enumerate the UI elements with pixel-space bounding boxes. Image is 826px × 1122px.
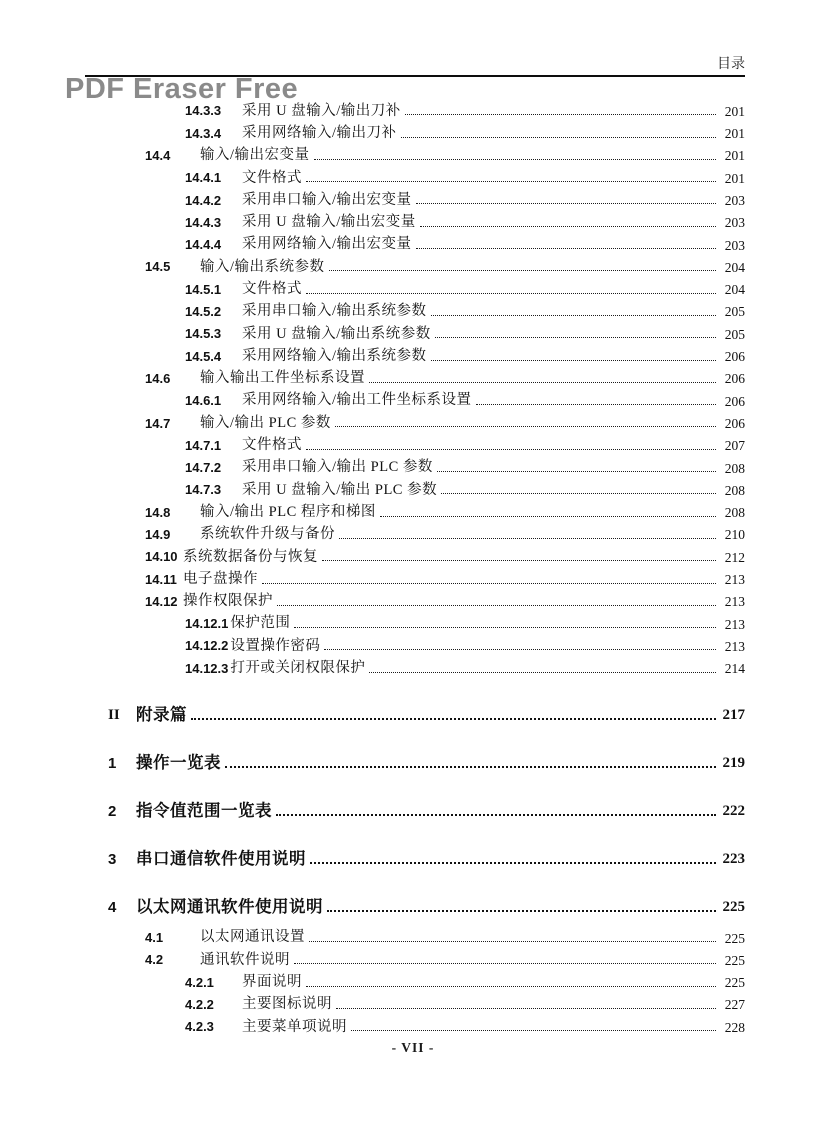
- toc-entry-14-5-4[interactable]: [85, 342, 745, 364]
- toc-entry-14-7[interactable]: [85, 409, 745, 431]
- toc-entry-title: 输入输出工件坐标系设置: [200, 370, 365, 387]
- toc-entry-number: 4.2.1: [185, 974, 214, 990]
- toc-entry-number: 2: [108, 803, 117, 821]
- dot-leader: [324, 649, 716, 650]
- toc-entry-number: 14.12.1: [185, 616, 229, 632]
- dot-leader: [262, 583, 716, 584]
- toc-entry-number: 14.12.2: [185, 638, 229, 654]
- toc-entry-page: 208: [724, 505, 745, 521]
- toc-entry-14-12-3[interactable]: [85, 654, 745, 676]
- toc-entry-4-1[interactable]: [85, 924, 745, 946]
- toc-entry-page: 213: [724, 616, 745, 632]
- toc-entry-14-6-1[interactable]: [85, 387, 745, 409]
- dot-leader: [306, 293, 716, 294]
- dot-leader: [437, 471, 716, 472]
- toc-entry-number: 1: [108, 755, 117, 773]
- toc-entry-4-2-1[interactable]: [85, 968, 745, 990]
- toc-entry-number: 4.1: [145, 930, 164, 946]
- toc-entry-title: 系统软件升级与备份: [200, 526, 335, 543]
- toc-entry-page: 203: [724, 215, 745, 231]
- toc-entry-title: 指令值范围一览表: [136, 800, 272, 820]
- toc-entry-page: 201: [724, 126, 745, 142]
- toc-entry-number: 14.7.3: [185, 482, 222, 498]
- toc-entry-title: 采用 U 盘输入/输出 PLC 参数: [242, 481, 438, 498]
- toc-entry-title: 采用串口输入/输出 PLC 参数: [242, 459, 433, 476]
- toc-entry-14-4-2[interactable]: [85, 186, 745, 208]
- dot-leader: [351, 1030, 716, 1031]
- toc-entry-title: 文件格式: [242, 281, 302, 297]
- dot-leader: [339, 538, 716, 539]
- dot-leader: [309, 941, 716, 942]
- toc-entry-number: 14.3.3: [185, 103, 222, 119]
- dot-leader: [420, 226, 716, 227]
- toc-entry-14-7-3[interactable]: [85, 476, 745, 498]
- dot-leader: [336, 1008, 716, 1009]
- dot-leader: [306, 986, 716, 987]
- toc-entry-14-6[interactable]: [85, 365, 745, 387]
- toc-entry-14-11[interactable]: [85, 565, 745, 587]
- toc-entry-14-7-2[interactable]: [85, 454, 745, 476]
- toc-entry-number: 14.6: [145, 370, 171, 386]
- toc-entry-page: 205: [724, 326, 745, 342]
- toc-entry-title: 输入/输出 PLC 程序和梯图: [200, 503, 376, 520]
- toc-entry-title: 通讯软件说明: [200, 951, 290, 968]
- toc-entry-title: 采用网络输入/输出宏变量: [242, 236, 412, 253]
- toc-entry-number: 4.2.3: [185, 1019, 214, 1035]
- page-header-title: 目录: [717, 57, 745, 72]
- toc-entry-14-5-3[interactable]: [85, 320, 745, 342]
- toc-entry-page: 204: [724, 282, 745, 298]
- toc-entry-page: 201: [724, 148, 745, 164]
- pdf-eraser-watermark: PDF Eraser Free: [65, 73, 299, 105]
- toc-entry-number: 14.12.3: [185, 660, 229, 676]
- toc-entry-number: 14.11: [145, 571, 177, 587]
- toc-entry-number: 14.4.1: [185, 170, 222, 186]
- dot-leader: [335, 426, 716, 427]
- toc-entry-title: 电子盘操作: [183, 570, 258, 587]
- toc-entry-14-4[interactable]: [85, 142, 745, 164]
- toc-entry-number: 14.5.3: [185, 326, 222, 342]
- dot-leader: [294, 627, 716, 628]
- toc-entry-number: 3: [108, 851, 117, 869]
- toc-entry-number: 14.7: [145, 415, 171, 431]
- toc-entry-page: 206: [724, 349, 745, 365]
- toc-entry-page: 225: [724, 952, 745, 968]
- toc-entry-14-4-1[interactable]: [85, 164, 745, 186]
- dot-leader: [294, 963, 716, 964]
- toc-entry-page: 213: [724, 638, 745, 654]
- toc-entry-page: 219: [722, 755, 745, 772]
- toc-entry-number: 14.5.1: [185, 281, 222, 297]
- toc-entry-number: 4.2: [145, 952, 164, 968]
- toc-entry-number: 4: [108, 899, 117, 917]
- dot-leader: [405, 114, 716, 115]
- dot-leader: [310, 862, 716, 864]
- toc-entry-4-2-2[interactable]: [85, 991, 745, 1013]
- toc-entry-2[interactable]: [85, 795, 745, 821]
- toc-entry-title: 文件格式: [242, 437, 302, 454]
- toc-entry-title: 以太网通讯软件使用说明: [136, 896, 323, 916]
- toc-entry-page: 214: [724, 661, 745, 677]
- toc-entry-14-5[interactable]: [85, 253, 745, 275]
- toc-entry-14-3-3[interactable]: [85, 97, 745, 119]
- toc-entry-14-8[interactable]: [85, 498, 745, 520]
- dot-leader: [476, 404, 716, 405]
- dot-leader: [327, 910, 716, 912]
- toc-entry-number: 14.4.4: [185, 237, 222, 253]
- toc-entry-page: 203: [724, 192, 745, 208]
- toc-entry-II[interactable]: [85, 699, 745, 725]
- toc-entry-page: 206: [724, 371, 745, 387]
- toc-entry-page: 217: [722, 707, 745, 724]
- toc-entry-title: 打开或关闭权限保护: [230, 660, 366, 677]
- toc-entry-title: 采用网络输入/输出系统参数: [242, 347, 427, 364]
- dot-leader: [401, 137, 716, 138]
- toc-entry-number: 14.7.2: [185, 460, 222, 476]
- toc-entry-page: 203: [724, 237, 745, 253]
- toc-entry-number: 14.4.3: [185, 214, 222, 230]
- dot-leader: [369, 672, 716, 673]
- toc-entry-title: 采用 U 盘输入/输出宏变量: [242, 214, 416, 231]
- toc-entry-page: 201: [724, 103, 745, 119]
- toc-entry-page: 208: [724, 460, 745, 476]
- toc-entry-number: 14.5.4: [185, 348, 222, 364]
- toc-entry-title: 操作权限保护: [183, 593, 273, 610]
- dot-leader: [277, 605, 716, 606]
- toc-entry-14-10[interactable]: [85, 543, 745, 565]
- page-number-footer: - VII -: [391, 1040, 435, 1055]
- toc-entry-page: 223: [722, 851, 745, 868]
- toc-entry-page: 210: [724, 527, 745, 543]
- toc-entry-title: 主要图标说明: [242, 996, 332, 1013]
- toc-entry-page: 228: [724, 1019, 745, 1035]
- toc-entry-page: 213: [724, 572, 745, 588]
- toc-entry-number: 14.7.1: [185, 437, 222, 453]
- toc-entry-number: 14.5: [145, 259, 171, 275]
- toc-entry-3[interactable]: [85, 843, 745, 869]
- toc-entry-title: 采用网络输入/输出工件坐标系设置: [242, 392, 472, 409]
- toc-entry-4-2-3[interactable]: [85, 1013, 745, 1035]
- toc-entry-title: 主要菜单项说明: [242, 1018, 347, 1035]
- toc-entry-title: 输入/输出宏变量: [200, 147, 310, 164]
- toc-entry-title: 操作一览表: [136, 752, 221, 772]
- toc-entry-page: 207: [724, 438, 745, 454]
- dot-leader: [441, 493, 716, 494]
- toc-entry-1[interactable]: [85, 747, 745, 773]
- dot-leader: [416, 203, 716, 204]
- toc-entry-number: 14.8: [145, 504, 171, 520]
- toc-entry-number: 14.12: [145, 593, 178, 609]
- toc-entry-page: 212: [724, 549, 745, 565]
- toc-entry-page: 225: [722, 899, 745, 916]
- toc-entry-number: 14.4: [145, 147, 171, 163]
- dot-leader: [314, 159, 716, 160]
- toc-entry-14-7-1[interactable]: [85, 431, 745, 453]
- dot-leader: [306, 181, 716, 182]
- toc-entry-title: 文件格式: [242, 169, 302, 186]
- toc-entry-14-4-4[interactable]: [85, 231, 745, 253]
- toc-entry-title: 设置操作密码: [230, 637, 321, 654]
- toc-entry-14-4-3[interactable]: [85, 208, 745, 230]
- toc-entry-14-12-1[interactable]: [85, 610, 745, 632]
- toc-entry-page: 227: [724, 997, 745, 1013]
- toc-entry-title: 输入/输出系统参数: [200, 258, 325, 275]
- toc-entry-title: 系统数据备份与恢复: [183, 548, 318, 565]
- toc-entry-title: 保护范围: [230, 615, 291, 632]
- dot-leader: [329, 270, 716, 271]
- dot-leader: [416, 248, 716, 249]
- toc-entry-number: 14.4.2: [185, 192, 222, 208]
- dot-leader: [431, 315, 716, 316]
- toc-entry-14-12[interactable]: [85, 588, 745, 610]
- toc-entry-title: 采用网络输入/输出刀补: [242, 124, 397, 141]
- toc-entry-4[interactable]: [85, 891, 745, 917]
- toc-entry-number: 14.3.4: [185, 125, 222, 141]
- toc-entry-page: 213: [724, 594, 745, 610]
- toc-entry-14-5-1[interactable]: [85, 275, 745, 297]
- toc-entry-4-2[interactable]: [85, 946, 745, 968]
- toc-entry-page: 206: [724, 393, 745, 409]
- toc-entry-title: 采用 U 盘输入/输出系统参数: [242, 325, 431, 342]
- toc-entry-title: 输入/输出 PLC 参数: [200, 414, 331, 431]
- toc-entry-page: 206: [724, 415, 745, 431]
- toc-entry-page: 204: [724, 259, 745, 275]
- toc-entry-14-5-2[interactable]: [85, 298, 745, 320]
- toc-entry-page: 225: [724, 975, 745, 991]
- dot-leader: [369, 382, 716, 383]
- toc-entry-title: 采用 U 盘输入/输出刀补: [242, 102, 401, 119]
- toc-entry-number: 14.9: [145, 527, 171, 542]
- toc-entry-number: 14.10: [145, 549, 178, 565]
- toc-entry-title: 以太网通讯设置: [200, 929, 305, 946]
- dot-leader: [380, 516, 716, 517]
- toc-entry-title: 附录篇: [136, 704, 187, 724]
- toc-entry-number: 14.5.2: [185, 304, 222, 320]
- toc-entry-page: 205: [724, 304, 745, 320]
- toc-list: [85, 97, 745, 1035]
- dot-leader: [431, 360, 716, 361]
- toc-entry-title: 界面说明: [242, 973, 302, 990]
- dot-leader: [435, 337, 716, 338]
- dot-leader: [276, 814, 716, 816]
- toc-entry-14-12-2[interactable]: [85, 632, 745, 654]
- toc-entry-page: 208: [724, 482, 745, 498]
- dot-leader: [191, 718, 716, 720]
- toc-entry-page: 225: [724, 930, 745, 946]
- toc-entry-title: 采用串口输入/输出系统参数: [242, 303, 427, 320]
- toc-entry-title: 采用串口输入/输出宏变量: [242, 191, 412, 208]
- toc-entry-number: 14.6.1: [185, 393, 222, 409]
- dot-leader: [225, 766, 716, 768]
- toc-entry-page: 222: [722, 803, 745, 820]
- toc-entry-title: 串口通信软件使用说明: [136, 848, 306, 868]
- toc-entry-number: II: [108, 707, 120, 724]
- toc-entry-14-3-4[interactable]: [85, 119, 745, 141]
- dot-leader: [322, 560, 716, 561]
- toc-entry-page: 201: [724, 170, 745, 186]
- toc-entry-number: 4.2.2: [185, 996, 214, 1012]
- toc-entry-14-9[interactable]: [85, 521, 745, 543]
- dot-leader: [306, 449, 716, 450]
